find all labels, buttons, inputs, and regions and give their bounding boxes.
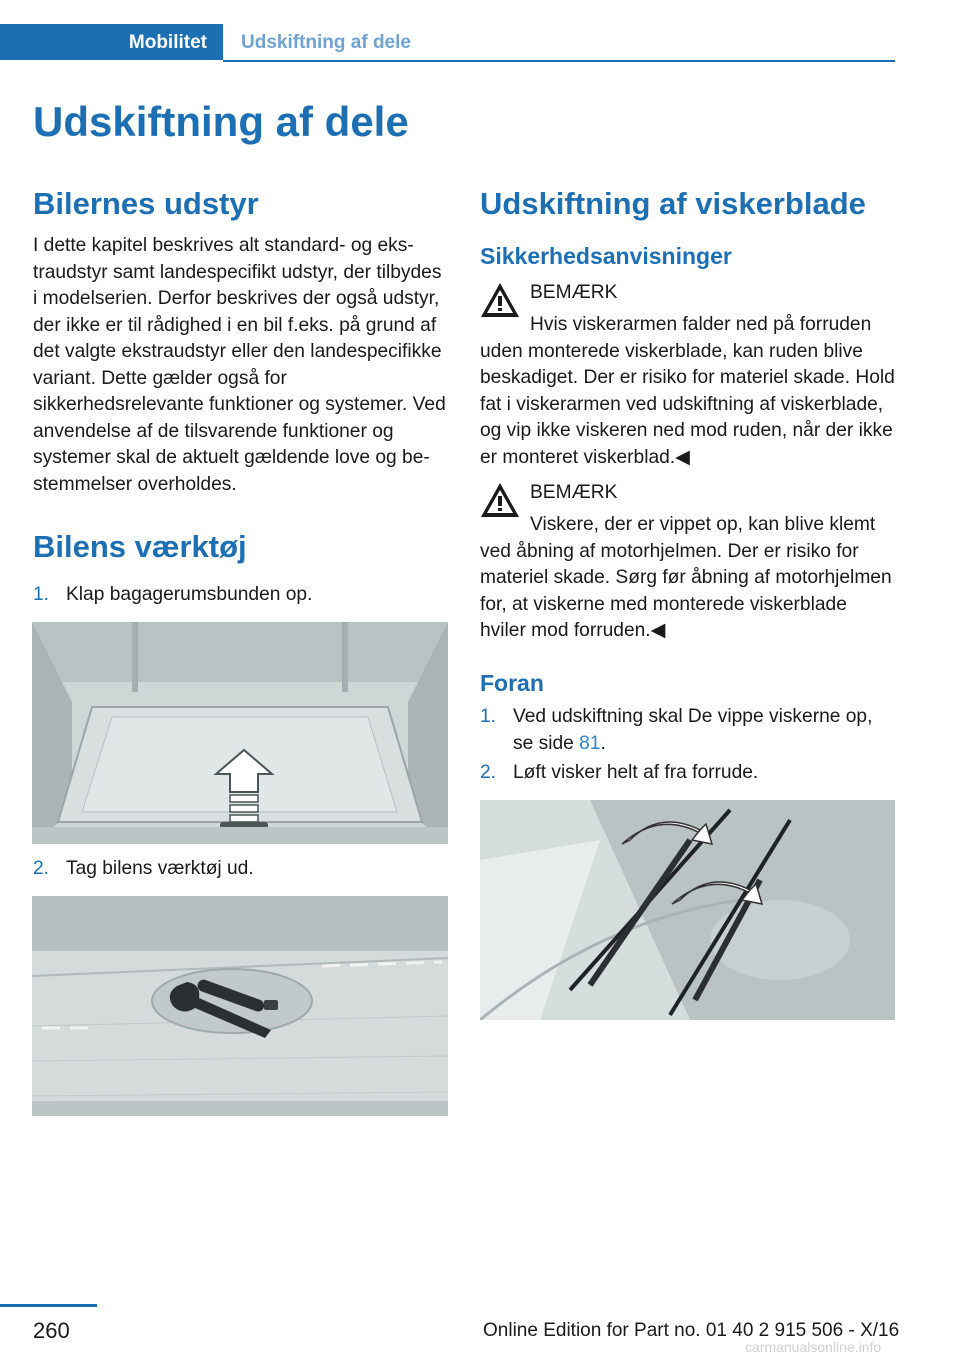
page-title: Udskiftning af dele	[33, 98, 409, 145]
notice-1	[480, 280, 896, 470]
wiper-photo	[480, 800, 895, 1020]
equipment-paragraph: I dette kapitel beskrives alt standard- og ekstraudstyr samt landespecifikt udstyr, der tilbydes i modelserien. Derfor beskrives der også udstyr, der ikke er til rådighed i en bil f.eks. på grund af det valgte ekstraudstyr eller den landespecifikke variant. Dette gælder også for sikkerhedsrelevante funktioner og systemer. Ved anvendelse af de tilsvarende funktioner og systemer skal de aktuelt gældende love og bestemmelser overholdes.	[33, 235, 446, 495]
front-step-1	[480, 704, 896, 758]
step-text: Tag bilens værktøj ud.	[66, 858, 254, 879]
section-tab[interactable]: Udskiftning af dele	[241, 32, 411, 53]
notice-text: Viskere, der er vippet op, kan blive klemt ved åbning af motorhjelmen. Der er risiko for materiel skade. Sørg før åbning af motorhjelmen for, at viskerne med monterede viskerblade hviler mod forruden.◀	[480, 514, 892, 641]
notice-label: BEMÆRK	[530, 482, 618, 503]
step-number: 2.	[480, 762, 497, 783]
tools-heading: Bilens værktøj	[33, 529, 247, 564]
header-tabbar	[0, 24, 895, 62]
step-number: 1.	[33, 584, 50, 605]
step-number: 1.	[480, 706, 497, 727]
equipment-heading: Bilernes udstyr	[33, 186, 259, 221]
notice-2	[480, 480, 896, 650]
notice-text: Hvis viskerarmen falder ned på forruden uden monterede viskerblade, kan ruden blive beskadiget. Der er risiko for materiel skade. Hold fat i viskerarmen ved udskiftning af viskerblade, og vip ikke viskeren ned mod ruden, når der ikke er monteret viskerblad.◀	[480, 314, 895, 468]
tools-photo	[32, 896, 448, 1116]
footer-rule	[0, 1304, 97, 1307]
step-number: 2.	[33, 858, 50, 879]
wiper-heading: Udskiftning af viskerblade	[480, 186, 866, 221]
step-text	[513, 704, 896, 757]
edition-text: Online Edition for Part no. 01 40 2 915 506 - X/16	[483, 1320, 900, 1341]
step-text-before: Ved udskiftning skal De vippe viskerne op, se side	[513, 706, 873, 754]
chapter-tab[interactable]: Mobilitet	[0, 24, 223, 60]
trunk-floor-photo	[32, 622, 448, 844]
step-text: Klap bagagerumsbunden op.	[66, 584, 313, 605]
step-text: Løft visker helt af fra forrude.	[513, 762, 759, 783]
safety-heading: Sikkerhedsanvisninger	[480, 243, 732, 269]
header-underline	[223, 60, 895, 62]
step-text-after: .	[600, 732, 606, 754]
front-heading: Foran	[480, 670, 544, 696]
notice-label: BEMÆRK	[530, 282, 618, 303]
watermark[interactable]: carmanualsonline.info	[745, 1339, 882, 1355]
page-reference-link[interactable]: 81	[579, 732, 601, 754]
page-number: 260	[33, 1318, 70, 1343]
